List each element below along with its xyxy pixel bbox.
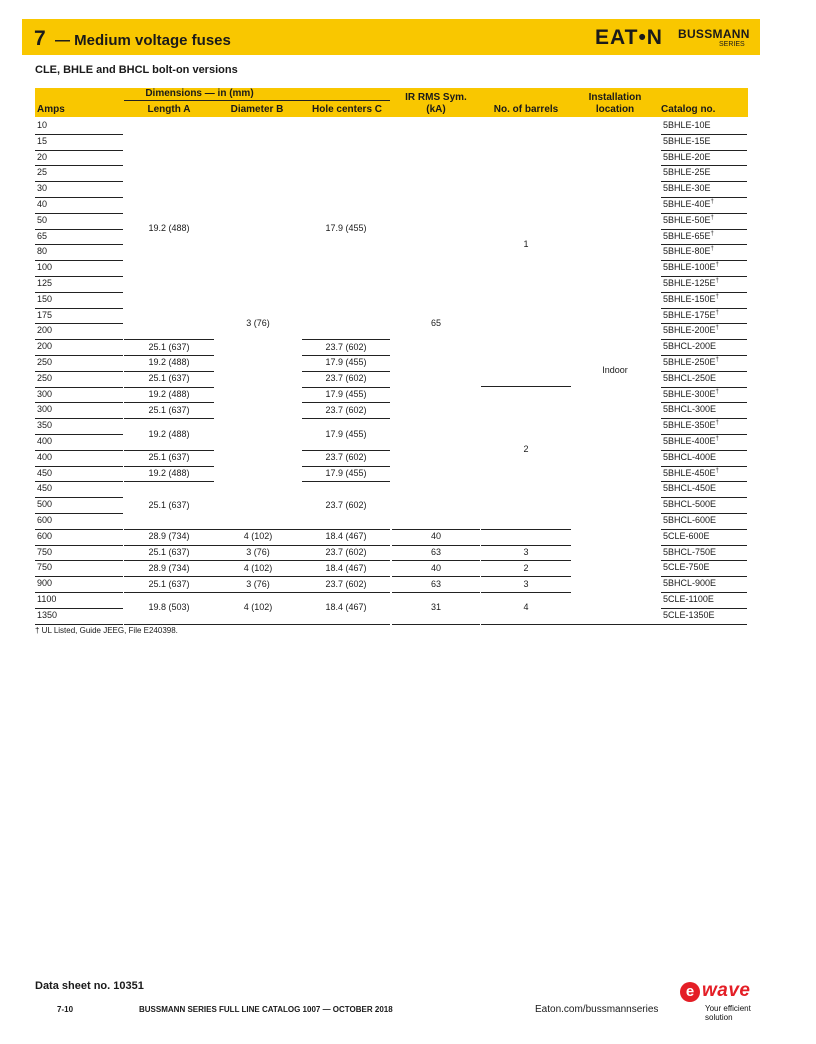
length-cell: 25.1 (637) — [148, 499, 190, 510]
catalog-cell: 5BHCL-200E — [663, 341, 717, 352]
catalog-cell: 5BHLE-150E† — [663, 293, 719, 304]
amps-cell: 600 — [37, 530, 53, 541]
row-divider — [302, 402, 390, 403]
row-divider — [35, 624, 123, 625]
ul-listed-mark: † — [715, 293, 719, 300]
amps-cell: 200 — [37, 325, 53, 336]
barrels-cell: 3 — [523, 547, 529, 557]
row-divider — [661, 150, 747, 151]
header-catalog: Catalog no. — [661, 104, 747, 115]
row-divider — [35, 545, 123, 546]
row-divider — [124, 624, 214, 625]
header-diameter: Diameter B — [216, 104, 298, 115]
header-ir-rms: IR RMS Sym. — [392, 92, 480, 103]
catalog-cell: 5CLE-1100E — [663, 594, 714, 604]
row-divider — [302, 481, 390, 482]
catalog-cell: 5BHLE-200E† — [663, 325, 719, 336]
row-divider — [661, 308, 747, 309]
row-divider — [302, 560, 390, 561]
row-divider — [35, 497, 123, 498]
catalog-cell: 5BHCL-750E — [663, 546, 717, 557]
amps-cell: 80 — [37, 246, 48, 257]
catalog-cell: 5BHCL-450E — [663, 483, 717, 494]
hole-centers-cell: 17.9 (455) — [325, 223, 367, 234]
hole-centers-cell: 17.9 (455) — [325, 357, 367, 368]
row-divider — [661, 592, 747, 593]
catalog-cell: 5CLE-750E — [663, 562, 710, 573]
ul-listed-mark: † — [710, 214, 714, 221]
row-divider — [302, 418, 390, 419]
catalog-cell: 5BHLE-450E† — [663, 467, 719, 478]
amps-cell: 900 — [37, 578, 53, 589]
catalog-cell: 5BHLE-25E — [663, 167, 711, 178]
catalog-cell: 5BHCL-500E — [663, 499, 717, 510]
amps-cell: 50 — [37, 214, 48, 225]
hole-centers-cell: 18.4 (467) — [325, 562, 367, 573]
hole-centers-cell: 23.7 (602) — [325, 547, 367, 557]
row-divider — [661, 260, 747, 261]
row-divider — [661, 418, 747, 419]
ul-listed-mark: † — [715, 325, 719, 332]
length-cell: 25.1 (637) — [148, 578, 190, 589]
row-divider — [35, 355, 123, 356]
ul-listed-mark: † — [710, 199, 714, 205]
amps-cell: 450 — [37, 467, 53, 478]
row-divider — [481, 592, 571, 593]
barrels-cell: 2 — [523, 444, 529, 455]
amps-cell: 175 — [37, 309, 53, 320]
header-dimensions: Dimensions — in (mm) — [127, 88, 272, 99]
row-divider — [661, 529, 747, 530]
row-divider — [124, 371, 214, 372]
row-divider — [302, 545, 390, 546]
catalog-cell: 5BHLE-80E† — [663, 246, 714, 257]
website-url: Eaton.com/bussmannseries — [535, 1004, 659, 1015]
row-divider — [661, 481, 747, 482]
row-divider — [661, 450, 747, 451]
ul-listed-mark: † — [715, 278, 719, 284]
header-divider — [124, 100, 390, 101]
row-divider — [661, 339, 747, 340]
row-divider — [661, 576, 747, 577]
row-divider — [661, 434, 747, 435]
length-cell: 25.1 (637) — [148, 341, 190, 352]
row-divider — [214, 529, 302, 530]
length-cell: 19.2 (488) — [148, 389, 190, 399]
amps-cell: 350 — [37, 420, 53, 431]
row-divider — [661, 323, 747, 324]
row-divider — [481, 545, 571, 546]
ir-rms-cell: 31 — [430, 602, 441, 613]
row-divider — [35, 387, 123, 388]
row-divider — [661, 560, 747, 561]
ewave-wordmark: wave — [702, 980, 751, 1001]
catalog-cell: 5BHCL-300E — [663, 404, 717, 415]
barrels-cell: 3 — [523, 578, 529, 589]
row-divider — [124, 560, 214, 561]
row-divider — [35, 450, 123, 451]
row-divider — [661, 371, 747, 372]
diameter-cell: 4 (102) — [243, 531, 273, 542]
catalog-cell: 5BHLE-20E — [663, 151, 711, 162]
header-amps: Amps — [37, 104, 77, 115]
length-cell: 25.1 (637) — [148, 452, 190, 463]
diameter-cell: 4 (102) — [243, 562, 273, 573]
row-divider — [661, 466, 747, 467]
row-divider — [661, 387, 747, 388]
row-divider — [661, 497, 747, 498]
amps-cell: 300 — [37, 404, 53, 415]
catalog-cell: 5BHLE-400E† — [663, 436, 719, 446]
bussmann-logo: BUSSMANN — [678, 27, 750, 41]
series-label: SERIES — [719, 41, 745, 48]
row-divider — [35, 481, 123, 482]
row-divider — [124, 481, 214, 482]
ul-listed-mark: † — [710, 230, 714, 237]
ewave-tagline: Your efficient solution — [705, 1004, 751, 1022]
ir-rms-cell: 65 — [430, 317, 441, 328]
row-divider — [35, 260, 123, 261]
row-divider — [124, 450, 214, 451]
row-divider — [124, 355, 214, 356]
row-divider — [214, 545, 302, 546]
ul-listed-mark: † — [715, 388, 719, 395]
row-divider — [124, 387, 214, 388]
eaton-logo: EAT•N — [595, 26, 663, 49]
amps-cell: 400 — [37, 451, 53, 462]
row-divider — [35, 276, 123, 277]
page-number: 7-10 — [57, 1005, 74, 1014]
catalog-cell: 5BHLE-125E† — [663, 278, 719, 288]
ir-rms-cell: 63 — [430, 547, 441, 557]
hole-centers-cell: 23.7 (602) — [325, 499, 367, 510]
ul-listed-mark: † — [715, 436, 719, 442]
header-installation: Installation — [571, 92, 659, 103]
amps-cell: 250 — [37, 372, 53, 383]
amps-cell: 450 — [37, 483, 53, 494]
row-divider — [481, 529, 571, 530]
barrels-cell: 4 — [523, 602, 529, 613]
hole-centers-cell: 23.7 (602) — [325, 578, 367, 589]
catalog-cell: 5BHLE-10E — [663, 120, 711, 130]
amps-cell: 15 — [37, 135, 48, 146]
hole-centers-cell: 23.7 (602) — [325, 404, 367, 415]
header-barrels: No. of barrels — [481, 104, 571, 115]
row-divider — [35, 292, 123, 293]
ul-listed-mark: † — [715, 309, 719, 316]
section-header — [22, 19, 760, 55]
amps-cell: 1100 — [37, 594, 57, 604]
row-divider — [302, 592, 390, 593]
row-divider — [35, 213, 123, 214]
row-divider — [481, 386, 571, 387]
catalog-cell: 5BHLE-250E† — [663, 357, 719, 367]
table-title: CLE, BHLE and BHCL bolt-on versions — [35, 64, 238, 76]
row-divider — [302, 529, 390, 530]
chapter-title: — Medium voltage fuses — [55, 32, 231, 49]
row-divider — [35, 134, 123, 135]
row-divider — [302, 466, 390, 467]
amps-cell: 40 — [37, 199, 48, 209]
catalog-cell: 5CLE-1350E — [663, 609, 715, 620]
diameter-cell: 4 (102) — [243, 602, 273, 613]
diameter-cell: 3 (76) — [246, 317, 270, 328]
amps-cell: 250 — [37, 357, 53, 367]
hole-centers-cell: 23.7 (602) — [325, 373, 367, 384]
row-divider — [302, 450, 390, 451]
amps-cell: 400 — [37, 436, 53, 446]
amps-cell: 150 — [37, 293, 53, 304]
amps-cell: 300 — [37, 388, 53, 399]
row-divider — [302, 624, 390, 625]
ewave-logo — [680, 980, 780, 1022]
amps-cell: 20 — [37, 151, 48, 162]
catalog-cell: 5BHLE-30E — [663, 183, 711, 194]
row-divider — [661, 608, 747, 609]
row-divider — [392, 576, 480, 577]
catalog-reference: BUSSMANN SERIES FULL LINE CATALOG 1007 — OCTOBER 2018 — [139, 1005, 393, 1014]
row-divider — [661, 402, 747, 403]
length-cell: 28.9 (734) — [148, 562, 190, 573]
catalog-cell: 5BHLE-100E† — [663, 262, 719, 273]
ul-listed-mark: † — [710, 246, 714, 253]
row-divider — [481, 560, 571, 561]
row-divider — [302, 387, 390, 388]
length-cell: 19.2 (488) — [148, 468, 190, 478]
row-divider — [661, 276, 747, 277]
hole-centers-cell: 17.9 (455) — [325, 389, 367, 399]
hole-centers-cell: 17.9 (455) — [325, 468, 367, 478]
catalog-cell: 5BHLE-65E† — [663, 230, 714, 241]
amps-cell: 100 — [37, 262, 53, 273]
ewave-e-icon: e — [680, 982, 700, 1002]
length-cell: 19.2 (488) — [148, 357, 190, 368]
diameter-cell: 3 (76) — [246, 578, 270, 589]
data-sheet-number: Data sheet no. 10351 — [35, 980, 144, 992]
row-divider — [481, 576, 571, 577]
length-cell: 28.9 (734) — [148, 531, 190, 542]
row-divider — [214, 560, 302, 561]
row-divider — [124, 529, 214, 530]
row-divider — [661, 355, 747, 356]
catalog-cell: 5BHCL-400E — [663, 451, 717, 462]
header-length: Length A — [124, 104, 214, 115]
row-divider — [661, 292, 747, 293]
catalog-cell: 5BHLE-15E — [663, 135, 711, 146]
row-divider — [35, 434, 123, 435]
ul-listed-mark: † — [715, 467, 719, 474]
row-divider — [35, 576, 123, 577]
row-divider — [35, 513, 123, 514]
amps-cell: 750 — [37, 546, 53, 557]
header-ir-rms-unit: (kA) — [392, 104, 480, 115]
amps-cell: 125 — [37, 278, 53, 288]
length-cell: 19.8 (503) — [148, 602, 190, 613]
hole-centers-cell: 18.4 (467) — [325, 602, 367, 613]
hole-centers-cell: 23.7 (602) — [325, 341, 367, 352]
length-cell: 25.1 (637) — [148, 547, 190, 557]
chapter-number: 7 — [34, 27, 46, 50]
row-divider — [35, 181, 123, 182]
header-hole-centers: Hole centers C — [302, 104, 392, 115]
barrels-cell: 2 — [523, 562, 529, 573]
ir-rms-cell: 40 — [430, 562, 441, 573]
row-divider — [35, 560, 123, 561]
amps-cell: 65 — [37, 230, 48, 241]
row-divider — [661, 513, 747, 514]
amps-cell: 750 — [37, 562, 53, 573]
row-divider — [661, 244, 747, 245]
row-divider — [661, 545, 747, 546]
catalog-cell: 5BHLE-50E† — [663, 214, 714, 225]
row-divider — [35, 308, 123, 309]
footnote: † UL Listed, Guide JEEG, File E240398. — [35, 626, 178, 635]
row-divider — [392, 545, 480, 546]
row-divider — [661, 181, 747, 182]
row-divider — [661, 213, 747, 214]
installation-cell: Indoor — [602, 365, 628, 376]
row-divider — [35, 608, 123, 609]
row-divider — [124, 545, 214, 546]
row-divider — [35, 323, 123, 324]
amps-cell: 500 — [37, 499, 53, 510]
row-divider — [214, 624, 302, 625]
row-divider — [35, 150, 123, 151]
row-divider — [661, 165, 747, 166]
row-divider — [302, 339, 390, 340]
row-divider — [302, 355, 390, 356]
row-divider — [35, 229, 123, 230]
row-divider — [661, 229, 747, 230]
row-divider — [35, 592, 123, 593]
row-divider — [661, 197, 747, 198]
amps-cell: 30 — [37, 183, 48, 194]
row-divider — [124, 418, 214, 419]
row-divider — [124, 466, 214, 467]
length-cell: 25.1 (637) — [148, 404, 190, 415]
row-divider — [35, 371, 123, 372]
row-divider — [124, 339, 214, 340]
row-divider — [35, 197, 123, 198]
row-divider — [302, 371, 390, 372]
catalog-cell: 5BHLE-300E† — [663, 388, 719, 399]
row-divider — [35, 165, 123, 166]
hole-centers-cell: 17.9 (455) — [325, 428, 367, 439]
ir-rms-cell: 63 — [430, 578, 441, 589]
catalog-cell: 5CLE-600E — [663, 530, 710, 541]
amps-cell: 10 — [37, 120, 48, 130]
row-divider — [392, 529, 480, 530]
catalog-cell: 5BHLE-175E† — [663, 309, 719, 320]
row-divider — [124, 576, 214, 577]
row-divider — [392, 624, 480, 625]
amps-cell: 1350 — [37, 609, 58, 620]
catalog-cell: 5BHCL-900E — [663, 578, 717, 589]
barrels-cell: 1 — [523, 238, 529, 249]
row-divider — [481, 624, 571, 625]
amps-cell: 600 — [37, 515, 53, 525]
row-divider — [124, 592, 214, 593]
row-divider — [392, 592, 480, 593]
catalog-cell: 5BHLE-40E† — [663, 199, 714, 209]
amps-cell: 200 — [37, 341, 53, 352]
row-divider — [302, 576, 390, 577]
row-divider — [214, 576, 302, 577]
header-location: location — [571, 104, 659, 115]
catalog-cell: 5BHCL-600E — [663, 515, 717, 525]
row-divider — [392, 560, 480, 561]
row-divider — [35, 466, 123, 467]
row-divider — [661, 134, 747, 135]
length-cell: 19.2 (488) — [148, 428, 190, 439]
row-divider — [124, 402, 214, 403]
ir-rms-cell: 40 — [430, 531, 441, 542]
hole-centers-cell: 23.7 (602) — [325, 452, 367, 463]
length-cell: 25.1 (637) — [148, 373, 190, 384]
amps-cell: 25 — [37, 167, 48, 178]
row-divider — [571, 624, 661, 625]
ul-listed-mark: † — [715, 262, 719, 269]
row-divider — [35, 529, 123, 530]
row-divider — [661, 624, 747, 625]
row-divider — [35, 402, 123, 403]
row-divider — [214, 592, 302, 593]
row-divider — [35, 418, 123, 419]
catalog-cell: 5BHCL-250E — [663, 372, 717, 383]
ul-listed-mark: † — [715, 420, 719, 427]
diameter-cell: 3 (76) — [246, 547, 270, 557]
hole-centers-cell: 18.4 (467) — [325, 531, 367, 542]
row-divider — [35, 339, 123, 340]
catalog-cell: 5BHLE-350E† — [663, 420, 719, 431]
row-divider — [35, 244, 123, 245]
length-cell: 19.2 (488) — [148, 223, 190, 234]
ul-listed-mark: † — [715, 357, 719, 363]
